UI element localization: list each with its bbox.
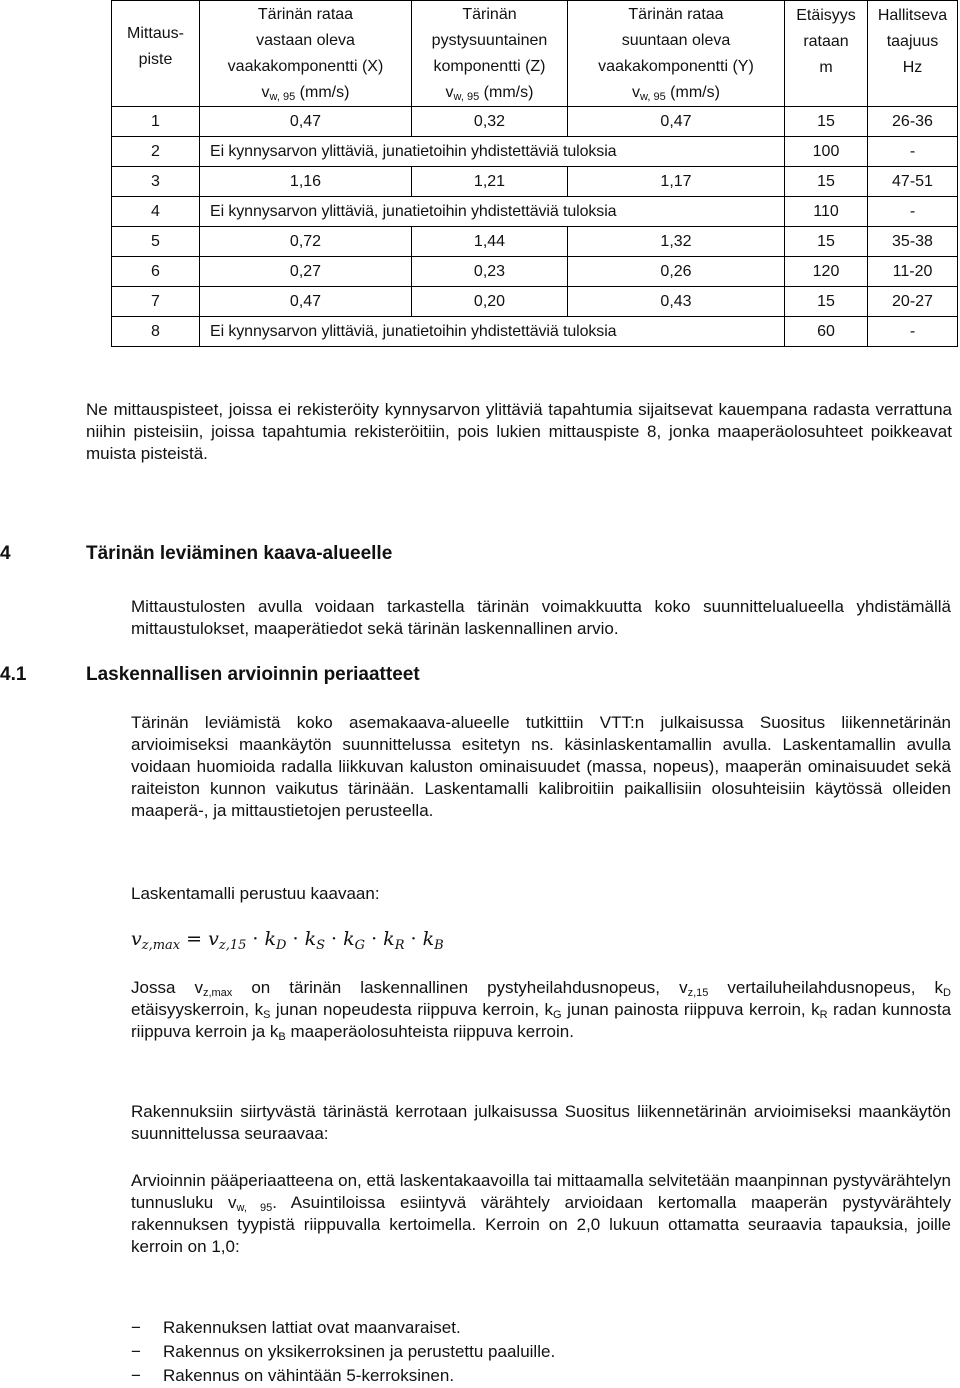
cell-x: 0,47 bbox=[200, 287, 412, 317]
table-row bbox=[112, 287, 958, 317]
cell-x: 0,47 bbox=[200, 107, 412, 137]
section-4-1-heading bbox=[0, 664, 420, 686]
cell-x: 0,72 bbox=[200, 227, 412, 257]
cell-x: 0,27 bbox=[200, 257, 412, 287]
cell-distance: 15 bbox=[785, 167, 868, 197]
paragraph-after-table: Ne mittauspisteet, joissa ei rekisteröity kynnysarvon ylittäviä tapahtumia sijaitsevat kauempana radasta verrattuna niihin pisteisiin, joissa tapahtumia rekisteröitiin, pois lukien mittauspiste 8, jonka maaperäolosuhteet poikkeavat muista pisteistä. bbox=[86, 400, 952, 463]
cell-y: 0,26 bbox=[568, 257, 785, 287]
condition-list bbox=[131, 1316, 555, 1388]
cell-point: 8 bbox=[112, 317, 200, 347]
cell-frequency: - bbox=[868, 317, 958, 347]
list-item: − Rakennus on yksikerroksinen ja perustettu paaluille. bbox=[131, 1340, 555, 1364]
cell-note: Ei kynnysarvon ylittäviä, junatietoihin yhdistettäviä tuloksia bbox=[200, 137, 785, 167]
table-row bbox=[112, 107, 958, 137]
cell-frequency: 26-36 bbox=[868, 107, 958, 137]
dash-bullet: − bbox=[131, 1318, 141, 1337]
header-frequency: Hallitseva taajuus Hz bbox=[868, 1, 958, 107]
header-z-component: Tärinän pystysuuntainen komponentti (Z) $v_{w, 95}$ (mm/s) bbox=[412, 1, 568, 107]
cell-z: 0,20 bbox=[412, 287, 568, 317]
dash-bullet: − bbox=[131, 1342, 141, 1361]
cell-point: 2 bbox=[112, 137, 200, 167]
cell-frequency: 11-20 bbox=[868, 257, 958, 287]
table-row bbox=[112, 227, 958, 257]
cell-distance: 15 bbox=[785, 107, 868, 137]
section-4-1-paragraph-3: Arvioinnin pääperiaatteena on, että laskentakaavoilla tai mittaamalla selvitetään maanpinnan pystyvärähtelyn tunnusluku $v_{w, 95}$. Asuintiloissa esiintyvä värähtely arvioidaan kertomalla maaperän pystyvärähtely rakennuksen tyypistä riippuvalla kertoimella. Kerroin on 2,0 lukuun ottamatta seuraavia tapauksia, joille kerroin on 1,0: bbox=[131, 1171, 952, 1256]
cell-frequency: - bbox=[868, 197, 958, 227]
cell-frequency: 47-51 bbox=[868, 167, 958, 197]
list-item: − Rakennus on vähintään 5-kerroksinen. bbox=[131, 1364, 555, 1388]
table-row bbox=[112, 137, 958, 167]
cell-z: 0,23 bbox=[412, 257, 568, 287]
cell-distance: 15 bbox=[785, 287, 868, 317]
cell-y: 1,32 bbox=[568, 227, 785, 257]
cell-x: 1,16 bbox=[200, 167, 412, 197]
section-4-1-number: 4.1 bbox=[0, 664, 27, 685]
measurement-table bbox=[111, 0, 958, 347]
cell-distance: 120 bbox=[785, 257, 868, 287]
list-item: − Rakennuksen lattiat ovat maanvaraiset. bbox=[131, 1316, 555, 1340]
cell-point: 4 bbox=[112, 197, 200, 227]
table-row bbox=[112, 167, 958, 197]
cell-distance: 110 bbox=[785, 197, 868, 227]
cell-point: 7 bbox=[112, 287, 200, 317]
dash-bullet: − bbox=[131, 1366, 141, 1385]
cell-z: 0,32 bbox=[412, 107, 568, 137]
formula-intro: Laskentamalli perustuu kaavaan: bbox=[131, 884, 380, 903]
cell-note: Ei kynnysarvon ylittäviä, junatietoihin yhdistettäviä tuloksia bbox=[200, 197, 785, 227]
section-4-title: Tärinän leviäminen kaava-alueelle bbox=[86, 543, 393, 564]
cell-z: 1,44 bbox=[412, 227, 568, 257]
cell-distance: 15 bbox=[785, 227, 868, 257]
table-row bbox=[112, 317, 958, 347]
table-header-row bbox=[112, 1, 958, 107]
cell-note: Ei kynnysarvon ylittäviä, junatietoihin yhdistettäviä tuloksia bbox=[200, 317, 785, 347]
header-y-component: Tärinän rataa suuntaan oleva vaakakomponentti (Y) $v_{w, 95}$ (mm/s) bbox=[568, 1, 785, 107]
section-4-1-paragraph-1: Tärinän leviämistä koko asemakaava-alueelle tutkittiin VTT:n julkaisussa Suositus liikennetärinän arvioimiseksi maankäytön suunnittelussa esitetyn ns. käsinlaskentamallin avulla. Laskentamallin avulla voidaan huomioida radalla liikkuvan kaluston ominaisuudet (massa, nopeus), maaperän ominaisuudet sekä raiteiston kunnon vaikutus tärinään. Laskentamalli kalibroitiin paikallisiin olosuhteisiin käytössä olleiden maaperä-, ja mittaustietojen perusteella. bbox=[131, 713, 951, 820]
section-4-number: 4 bbox=[0, 543, 11, 564]
section-4-paragraph: Mittaustulosten avulla voidaan tarkastella tärinän voimakkuutta koko suunnittelualueella yhdistämällä mittaustulokset, maaperätiedot sekä tärinän laskennallinen arvio. bbox=[131, 597, 951, 638]
cell-frequency: 35-38 bbox=[868, 227, 958, 257]
header-x-component: Tärinän rataa vastaan oleva vaakakomponentti (X) $v_{w, 95}$ (mm/s) bbox=[200, 1, 412, 107]
cell-z: 1,21 bbox=[412, 167, 568, 197]
formula-explanation: Jossa $v_{z,max}$ on tärinän laskennallinen pystyheilahdusnopeus, $v_{z,15}$ vertailuheilahdusnopeus, $k_D$ etäisyyskerroin, $k_S$ junan nopeudesta riippuva kerroin, $k_G$ junan painosta riippuva kerroin, $k_R$ radan kunnosta riippuva kerroin ja $k_B$ maaperäolosuhteista riippuva kerroin. bbox=[131, 978, 952, 1043]
cell-y: 0,47 bbox=[568, 107, 785, 137]
cell-y: 0,43 bbox=[568, 287, 785, 317]
section-4-1-paragraph-2: Rakennuksiin siirtyvästä tärinästä kerrotaan julkaisussa Suositus liikennetärinän arvioimiseksi maankäytön suunnittelussa seuraavaa: bbox=[131, 1102, 951, 1143]
cell-frequency: 20-27 bbox=[868, 287, 958, 317]
cell-point: 3 bbox=[112, 167, 200, 197]
cell-distance: 100 bbox=[785, 137, 868, 167]
cell-distance: 60 bbox=[785, 317, 868, 347]
formula: $v_{z,max} = v_{z,15} \cdot k_D \cdot k_S \cdot k_G \cdot k_R \cdot k_B$ bbox=[131, 928, 444, 953]
section-4-heading bbox=[0, 543, 392, 565]
table-row bbox=[112, 197, 958, 227]
cell-point: 5 bbox=[112, 227, 200, 257]
cell-frequency: - bbox=[868, 137, 958, 167]
cell-point: 6 bbox=[112, 257, 200, 287]
cell-point: 1 bbox=[112, 107, 200, 137]
header-distance: Etäisyys rataan m bbox=[785, 1, 868, 107]
cell-y: 1,17 bbox=[568, 167, 785, 197]
table-row bbox=[112, 257, 958, 287]
header-point: Mittaus- piste bbox=[112, 1, 200, 107]
section-4-1-title: Laskennallisen arvioinnin periaatteet bbox=[86, 664, 420, 685]
